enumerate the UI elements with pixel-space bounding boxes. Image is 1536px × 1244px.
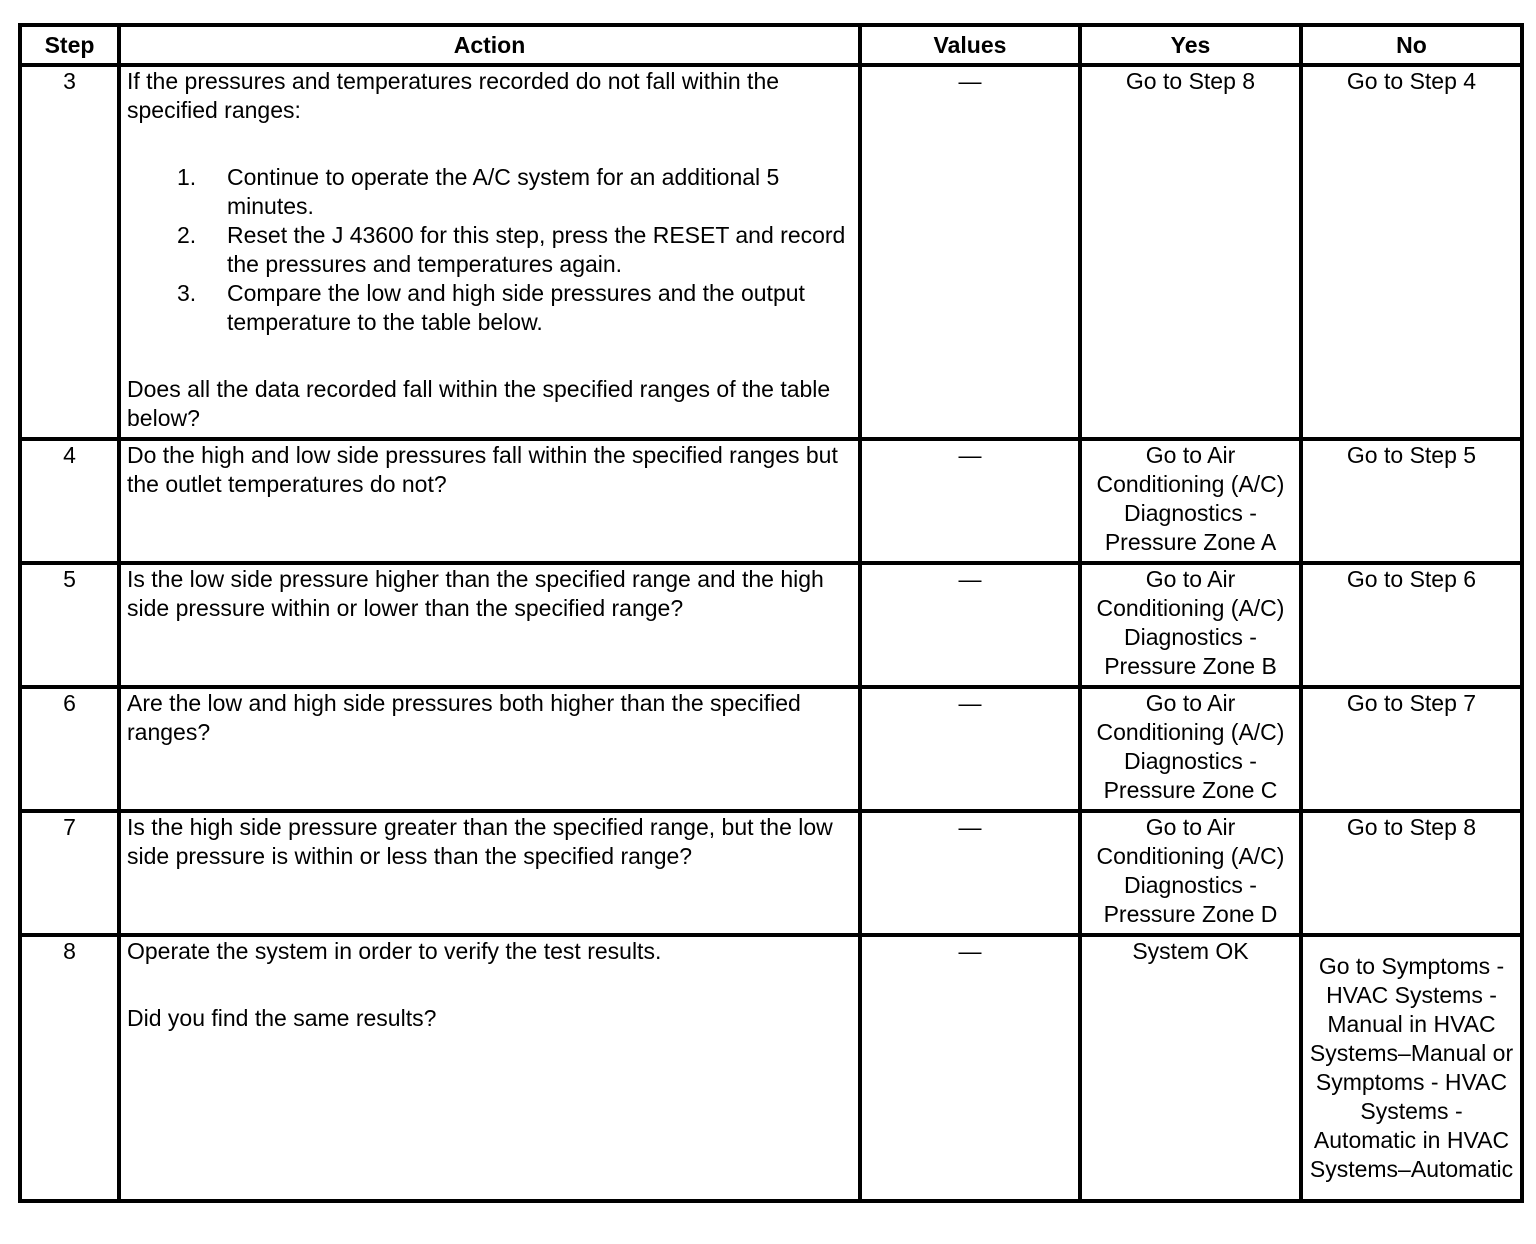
table-row xyxy=(20,563,1522,687)
no-cell: Go to Symptoms - HVAC Systems - Manual in HVAC Systems–Manual or Symptoms - HVAC Systems - Automatic in HVAC Systems–Automatic xyxy=(1301,935,1522,1201)
yes-cell: Go to Air Conditioning (A/C) Diagnostics - Pressure Zone C xyxy=(1080,687,1301,811)
step-number: 3 xyxy=(20,65,119,439)
list-number: 2. xyxy=(177,222,197,248)
action-question: Does all the data recorded fall within the specified ranges of the table below? xyxy=(127,376,831,431)
table-row xyxy=(20,687,1522,811)
values-cell: — xyxy=(860,935,1080,1201)
header-no: No xyxy=(1301,25,1522,65)
list-text: Compare the low and high side pressures and the output temperature to the table below. xyxy=(227,280,805,335)
action-cell xyxy=(119,935,860,1201)
list-item xyxy=(127,279,852,337)
values-cell: — xyxy=(860,65,1080,439)
list-number: 1. xyxy=(177,164,197,190)
table-row xyxy=(20,935,1522,1201)
no-cell: Go to Step 7 xyxy=(1301,687,1522,811)
action-cell xyxy=(119,811,860,935)
header-step: Step xyxy=(20,25,119,65)
no-cell: Go to Step 6 xyxy=(1301,563,1522,687)
yes-cell: System OK xyxy=(1080,935,1301,1201)
step-number: 6 xyxy=(20,687,119,811)
list-item xyxy=(127,221,852,279)
step-number: 7 xyxy=(20,811,119,935)
action-question: Is the low side pressure higher than the specified range and the high side pressure within or lower than the specified range? xyxy=(127,566,824,621)
step-number: 5 xyxy=(20,563,119,687)
step-number: 4 xyxy=(20,439,119,563)
action-question: Do the high and low side pressures fall within the specified ranges but the outlet temperatures do not? xyxy=(127,442,838,497)
no-cell: Go to Step 4 xyxy=(1301,65,1522,439)
table-row xyxy=(20,65,1522,439)
table-row xyxy=(20,439,1522,563)
action-intro: If the pressures and temperatures recorded do not fall within the specified ranges: xyxy=(127,68,780,123)
action-question: Is the high side pressure greater than the specified range, but the low side pressure is within or less than the specified range? xyxy=(127,814,833,869)
list-text: Reset the J 43600 for this step, press the RESET and record the pressures and temperatures again. xyxy=(227,222,846,277)
yes-cell: Go to Step 8 xyxy=(1080,65,1301,439)
no-cell: Go to Step 8 xyxy=(1301,811,1522,935)
values-cell: — xyxy=(860,439,1080,563)
action-cell xyxy=(119,687,860,811)
table-row xyxy=(20,811,1522,935)
action-steps-list xyxy=(127,163,852,337)
values-cell: — xyxy=(860,687,1080,811)
yes-cell: Go to Air Conditioning (A/C) Diagnostics - Pressure Zone B xyxy=(1080,563,1301,687)
list-text: Continue to operate the A/C system for an additional 5 minutes. xyxy=(227,164,780,219)
header-row xyxy=(20,25,1522,65)
list-item xyxy=(127,163,852,221)
action-cell xyxy=(119,65,860,439)
values-cell: — xyxy=(860,811,1080,935)
diagnostic-table xyxy=(18,23,1524,1203)
step-number: 8 xyxy=(20,935,119,1201)
header-values: Values xyxy=(860,25,1080,65)
header-yes: Yes xyxy=(1080,25,1301,65)
yes-cell: Go to Air Conditioning (A/C) Diagnostics - Pressure Zone D xyxy=(1080,811,1301,935)
list-number: 3. xyxy=(177,280,197,306)
action-cell xyxy=(119,563,860,687)
action-cell xyxy=(119,439,860,563)
action-question: Did you find the same results? xyxy=(127,1005,437,1031)
no-cell: Go to Step 5 xyxy=(1301,439,1522,563)
values-cell: — xyxy=(860,563,1080,687)
header-action: Action xyxy=(119,25,860,65)
yes-cell: Go to Air Conditioning (A/C) Diagnostics - Pressure Zone A xyxy=(1080,439,1301,563)
action-question: Are the low and high side pressures both higher than the specified ranges? xyxy=(127,690,801,745)
action-intro: Operate the system in order to verify the test results. xyxy=(127,938,662,964)
